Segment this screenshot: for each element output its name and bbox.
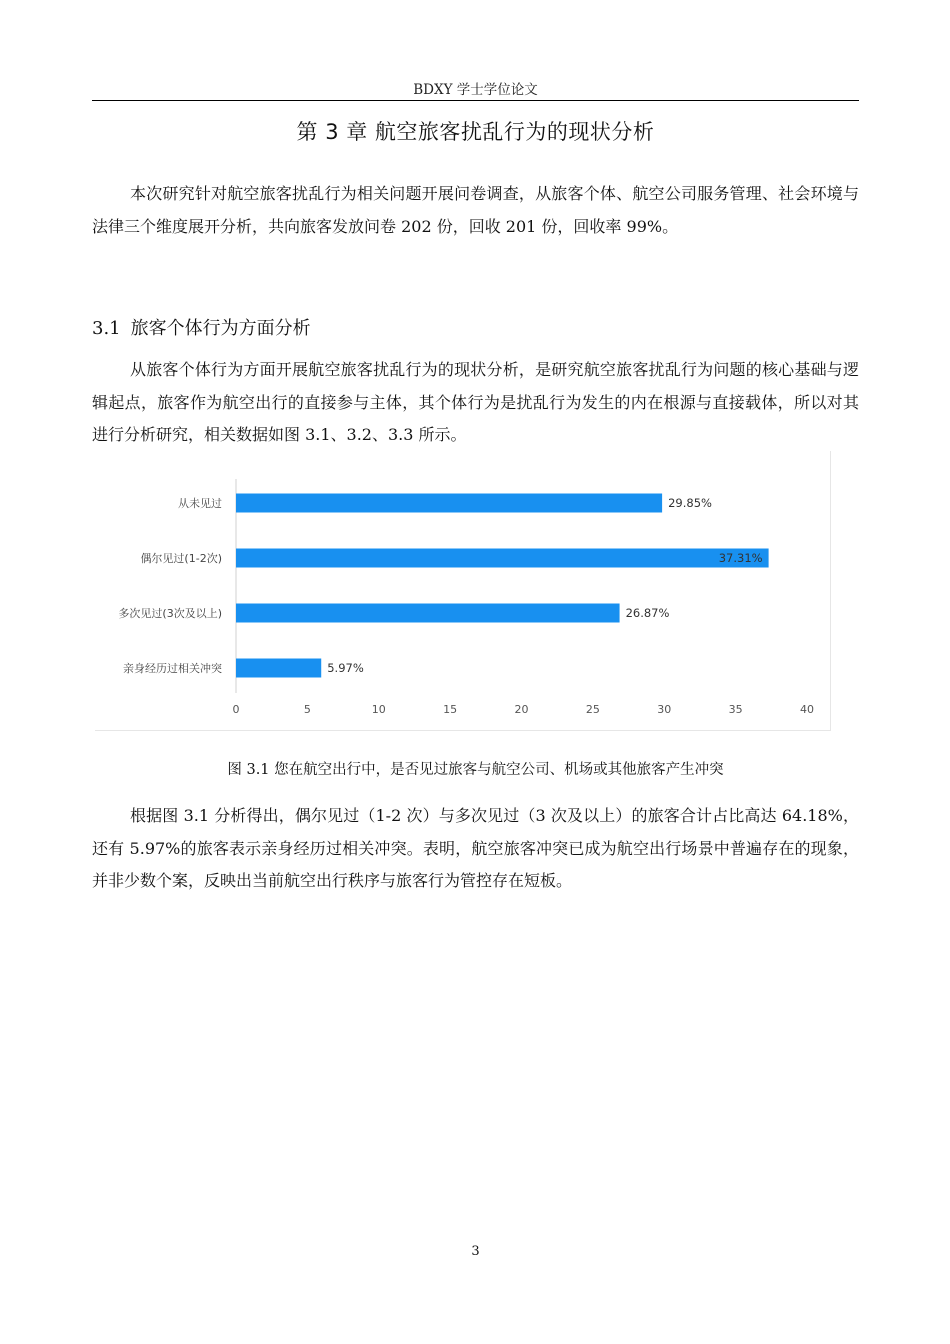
figure-title: 您在航空出行中，是否见过旅客与航空公司、机场或其他旅客产生冲突 xyxy=(274,762,724,778)
section-heading xyxy=(92,314,311,340)
x-tick-label: 5 xyxy=(303,703,311,716)
bar-value-label: 37.31% xyxy=(718,551,763,565)
running-header: BDXY 学士学位论文 xyxy=(413,82,538,98)
category-label: 偶尔见过(1-2次) xyxy=(140,552,222,565)
section-paragraph: 从旅客个体行为方面开展航空旅客扰乱行为的现状分析，是研究航空旅客扰乱行为问题的核心基础与逻辑起点，旅客作为航空出行的直接参与主体，其个体行为是扰乱行为发生的内在根源与直接载体，所以对其进行分析研究，相关数据如图 3.1、3.2、3.3 所示。 xyxy=(92,360,859,444)
x-tick-label: 0 xyxy=(232,703,240,716)
bar-value-label: 26.87% xyxy=(625,606,670,620)
chapter-title: 第 3 章 航空旅客扰乱行为的现状分析 xyxy=(296,120,655,144)
bar-value-label: 5.97% xyxy=(327,661,364,675)
x-tick-label: 10 xyxy=(371,703,386,716)
x-tick-label: 15 xyxy=(443,703,458,716)
bar xyxy=(236,604,620,623)
bar-chart xyxy=(95,451,831,731)
chart-canvas xyxy=(95,451,831,731)
page-number: 3 xyxy=(471,1244,480,1259)
section-number: 3.1 xyxy=(92,318,121,339)
category-label: 多次见过(3次及以上) xyxy=(118,607,222,620)
bar-value-label: 29.85% xyxy=(668,496,712,510)
x-tick-label: 30 xyxy=(657,703,672,716)
x-tick-label: 40 xyxy=(800,703,814,716)
x-tick-label: 20 xyxy=(514,703,529,716)
bar xyxy=(236,549,769,568)
figure-caption xyxy=(92,758,859,779)
bar xyxy=(236,659,321,678)
bar xyxy=(236,494,662,513)
intro-paragraph: 本次研究针对航空旅客扰乱行为相关问题开展问卷调查，从旅客个体、航空公司服务管理、社会环境与法律三个维度展开分析，共向旅客发放问卷 202 份，回收 201 份，回收率 99%。 xyxy=(92,184,859,236)
x-tick-label: 35 xyxy=(728,703,743,716)
category-label: 亲身经历过相关冲突 xyxy=(123,662,222,675)
x-tick-label: 25 xyxy=(585,703,600,716)
section-title: 旅客个体行为方面分析 xyxy=(130,318,311,339)
category-label: 从未见过 xyxy=(178,497,222,510)
header-rule xyxy=(92,100,859,101)
figure-number: 图 3.1 xyxy=(227,762,270,778)
analysis-paragraph: 根据图 3.1 分析得出，偶尔见过（1-2 次）与多次见过（3 次及以上）的旅客合计占比高达 64.18%，还有 5.97%的旅客表示亲身经历过相关冲突。表明，航空旅客冲突已成为航空出行场景中普遍存在的现象，并非少数个案，反映出当前航空出行秩序与旅客行为管控存在短板。 xyxy=(92,806,859,890)
